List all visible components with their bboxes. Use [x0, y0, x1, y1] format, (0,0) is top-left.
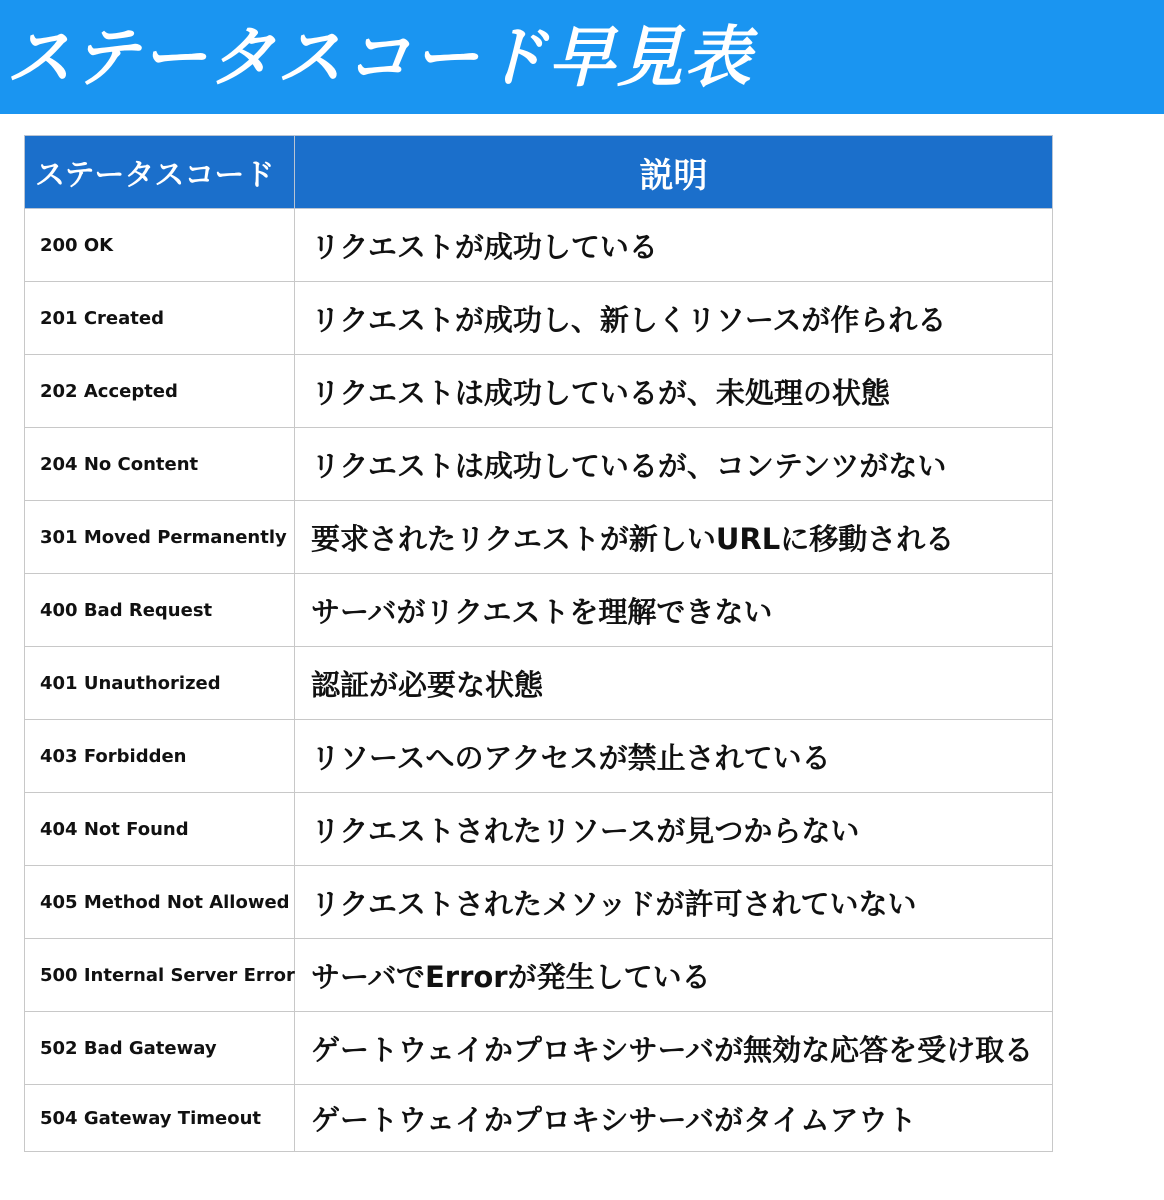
status-code-cell: 201 Created: [25, 282, 295, 355]
status-code-cell: 404 Not Found: [25, 793, 295, 866]
table-row: [25, 939, 1053, 1012]
table-row: [25, 866, 1053, 939]
status-code-table: [24, 135, 1053, 1152]
status-code-cell: 405 Method Not Allowed: [25, 866, 295, 939]
status-code-cell: 204 No Content: [25, 428, 295, 501]
table-row: [25, 209, 1053, 282]
table-row: [25, 282, 1053, 355]
description-cell: リクエストは成功しているが、未処理の状態: [295, 355, 1053, 428]
table-row: [25, 1012, 1053, 1085]
description-cell: 認証が必要な状態: [295, 647, 1053, 720]
table-row: [25, 428, 1053, 501]
status-code-cell: 403 Forbidden: [25, 720, 295, 793]
title-banner: [0, 0, 1164, 114]
column-header-status-code: ステータスコード: [25, 136, 295, 209]
table-row: [25, 1085, 1053, 1152]
description-cell: サーバがリクエストを理解できない: [295, 574, 1053, 647]
table-row: [25, 355, 1053, 428]
table-row: [25, 793, 1053, 866]
status-code-cell: 500 Internal Server Error: [25, 939, 295, 1012]
description-cell: リクエストは成功しているが、コンテンツがない: [295, 428, 1053, 501]
description-cell: リソースへのアクセスが禁止されている: [295, 720, 1053, 793]
table-row: [25, 647, 1053, 720]
table-row: [25, 574, 1053, 647]
description-cell: ゲートウェイかプロキシサーバが無効な応答を受け取る: [295, 1012, 1053, 1085]
status-code-cell: 401 Unauthorized: [25, 647, 295, 720]
status-code-cell: 202 Accepted: [25, 355, 295, 428]
description-cell: ゲートウェイかプロキシサーバがタイムアウト: [295, 1085, 1053, 1152]
description-cell: サーバでErrorが発生している: [295, 939, 1053, 1012]
description-cell: リクエストされたリソースが見つからない: [295, 793, 1053, 866]
description-cell: リクエストが成功している: [295, 209, 1053, 282]
status-code-cell: 200 OK: [25, 209, 295, 282]
status-code-cell: 301 Moved Permanently: [25, 501, 295, 574]
table-row: [25, 720, 1053, 793]
table-row: [25, 501, 1053, 574]
table-header-row: [25, 136, 1053, 209]
description-cell: リクエストが成功し、新しくリソースが作られる: [295, 282, 1053, 355]
column-header-description: 説明: [295, 136, 1053, 209]
description-cell: 要求されたリクエストが新しいURLに移動される: [295, 501, 1053, 574]
status-code-cell: 504 Gateway Timeout: [25, 1085, 295, 1152]
status-code-cell: 502 Bad Gateway: [25, 1012, 295, 1085]
status-code-cell: 400 Bad Request: [25, 574, 295, 647]
page-title: ステータスコード早見表: [6, 19, 753, 96]
description-cell: リクエストされたメソッドが許可されていない: [295, 866, 1053, 939]
